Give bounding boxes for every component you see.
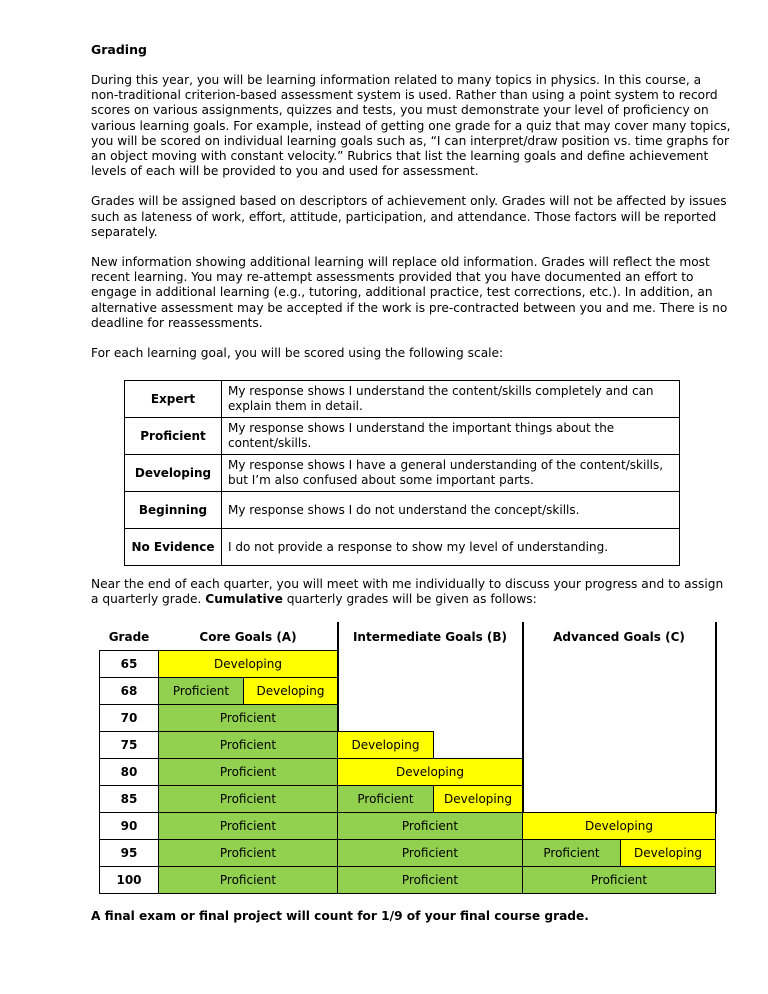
advanced-goal-cell: Proficient	[522, 866, 716, 894]
paragraph-intro: During this year, you will be learning information related to many topics in physics. In this course, a non-traditional criterion-based assessment system is used. Rather than using a point system to record scores on various assignments, quizzes and tests, you must demonstrate your level of proficiency on various learning goals. For example, instead of getting one grade for a quiz that may cover many topics, you will be scored on individual learning goals such as, “I can interpret/draw position vs. time graphs for an object moving with constant velocity.” Rubrics that list the learning goals and define achievement levels of each will be provided to you and used for assessment.	[91, 73, 731, 179]
core-goal-cell: Developing	[158, 650, 338, 678]
header-core-goals: Core Goals (A)	[199, 630, 297, 644]
scale-description: My response shows I do not understand the concept/skills.	[222, 492, 680, 529]
scale-level: Beginning	[125, 492, 222, 529]
quarterly-text-after: quarterly grades will be given as follows:	[282, 592, 537, 607]
scale-row	[125, 455, 680, 492]
grade-cell: 75	[99, 731, 159, 759]
intermediate-goal-cell: Proficient	[337, 839, 523, 867]
page-heading: Grading	[91, 42, 147, 57]
core-goal-cell: Proficient	[158, 785, 338, 813]
core-goal-cell: Proficient	[158, 731, 338, 759]
core-goal-cell: Proficient	[158, 758, 338, 786]
grade-cell: 68	[99, 677, 159, 705]
intermediate-goal-cell: Developing	[337, 758, 523, 786]
quarterly-text-before: Near the end of each quarter, you will meet with me individually to discuss your progress and to assign a quarterly grade.	[91, 577, 724, 607]
scale-description: My response shows I understand the important things about the content/skills.	[222, 418, 680, 455]
advanced-goal-cell: Proficient	[522, 839, 621, 867]
intermediate-goal-cell: Proficient	[337, 812, 523, 840]
paragraph-quarterly	[91, 577, 731, 607]
intermediate-goal-cell: Proficient	[337, 785, 434, 813]
grade-cell: 100	[99, 866, 159, 894]
scale-level: Proficient	[125, 418, 222, 455]
scale-table	[124, 380, 680, 566]
header-intermediate-goals: Intermediate Goals (B)	[352, 630, 508, 644]
grade-cell: 80	[99, 758, 159, 786]
core-goal-cell: Proficient	[158, 677, 244, 705]
paragraph-descriptors: Grades will be assigned based on descriptors of achievement only. Grades will not be affected by issues such as lateness of work, effort, attitude, participation, and attendance. Those factors will be reported separately.	[91, 194, 727, 239]
grade-cell: 95	[99, 839, 159, 867]
advanced-goal-cell: Developing	[522, 812, 716, 840]
paragraph-scale-intro: For each learning goal, you will be scored using the following scale:	[91, 346, 504, 361]
scale-row	[125, 492, 680, 529]
core-goal-cell: Proficient	[158, 812, 338, 840]
scale-level: Developing	[125, 455, 222, 492]
header-grade: Grade	[108, 630, 150, 644]
grade-cell: 90	[99, 812, 159, 840]
grade-cell: 85	[99, 785, 159, 813]
scale-description: My response shows I have a general understanding of the content/skills, but I’m also confused about some important parts.	[222, 455, 680, 492]
scale-description: My response shows I understand the content/skills completely and can explain them in detail.	[222, 381, 680, 418]
advanced-goal-cell: Developing	[620, 839, 716, 867]
intermediate-goal-cell: Developing	[337, 731, 434, 759]
scale-level: Expert	[125, 381, 222, 418]
scale-description: I do not provide a response to show my level of understanding.	[222, 529, 680, 566]
scale-level: No Evidence	[125, 529, 222, 566]
scale-row	[125, 529, 680, 566]
core-goal-cell: Proficient	[158, 839, 338, 867]
intermediate-goal-cell: Developing	[433, 785, 523, 813]
header-advanced-goals: Advanced Goals (C)	[553, 630, 685, 644]
final-exam-note: A final exam or final project will count for 1/9 of your final course grade.	[91, 909, 589, 923]
scale-row	[125, 418, 680, 455]
paragraph-reassessment: New information showing additional learning will replace old information. Grades will reflect the most recent learning. You may re-attempt assessments provided that you have documented an effort to engage in additional learning (e.g., tutoring, additional practice, test corrections, etc.). In addition, an alternative assessment may be accepted if the work is pre-contracted between you and me. There is no deadline for reassessments.	[91, 255, 728, 330]
quarterly-text-bold: Cumulative	[205, 592, 283, 607]
core-goal-cell: Proficient	[158, 704, 338, 732]
grade-cell: 70	[99, 704, 159, 732]
intermediate-goal-cell: Proficient	[337, 866, 523, 894]
grade-cell: 65	[99, 650, 159, 678]
scale-row	[125, 381, 680, 418]
core-goal-cell: Proficient	[158, 866, 338, 894]
column-divider	[715, 622, 717, 814]
core-goal-cell: Developing	[243, 677, 338, 705]
